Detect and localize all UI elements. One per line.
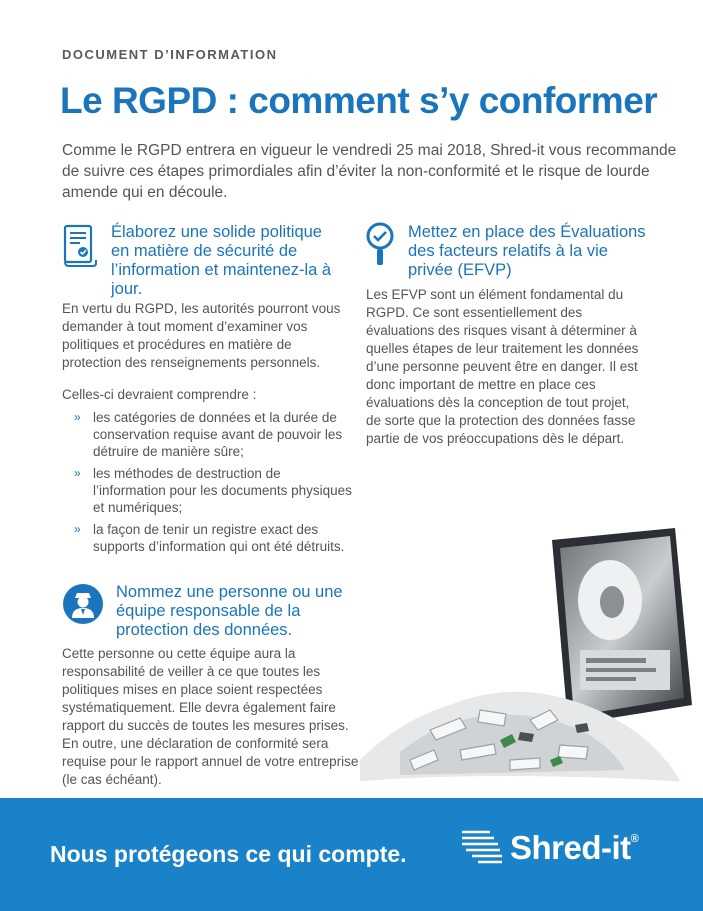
bullet-marker: » (74, 522, 81, 536)
policy-body (62, 300, 352, 372)
person-officer-icon (62, 583, 104, 625)
shred-it-logo-icon (460, 826, 504, 870)
bullet-marker: » (74, 410, 81, 424)
magnifier-check-icon (363, 220, 397, 268)
bullet-marker: » (74, 466, 81, 480)
team-paragraph: Cette personne ou cette équipe aura la responsabilité de veiller à ce que toutes les politiques mises en place soient respectées systématiquement. Elle devra également faire rapport du succès de toutes les mesures prises. En outre, une déclaration de conformité sera requise pour le rapport annuel de votre entreprise (le cas échéant). (62, 646, 359, 787)
footer-banner (0, 798, 703, 911)
page-title: Le RGPD : comment s’y conformer (60, 80, 658, 121)
team-heading: Nommez une personne ou une équipe responsable de la protection des données. (116, 583, 343, 639)
policy-heading: Élaborez une solide politique en matière de sécurité de l’information et maintenez-la à jour. (111, 223, 332, 298)
policy-paragraph: En vertu du RGPD, les autorités pourront vous demander à tout moment d’examiner vos politiques et procédures en matière de protection des renseignements personnels. (62, 301, 341, 370)
efvp-paragraph: Les EFVP sont un élément fondamental du RGPD. Ce sont essentiellement des évaluations des risques visant à déterminer à quelles étapes de leur traitement les données d’une personne peuvent être en danger. Il est donc important de mettre en place ces évaluations dès la conception de tout projet, de sorte que la protection des données fasse partie de vos préoccupations dès le départ. (366, 287, 639, 446)
list-item: » la façon de tenir un registre exact des supports d’information qui ont été détruits. (74, 522, 345, 554)
eyebrow-label: DOCUMENT D’INFORMATION (62, 47, 278, 62)
shred-it-logo-text: Shred-it® (510, 829, 639, 866)
policy-list-intro: Celles-ci devraient comprendre : (62, 387, 257, 402)
intro-paragraph: Comme le RGPD entrera en vigueur le vendredi 25 mai 2018, Shred-it vous recommande de suivre ces étapes primordiales afin d’éviter la non-conformité et le risque de lourde amende qui en découle. (62, 142, 677, 201)
shredded-hard-drive-image (340, 520, 703, 798)
shred-it-logo (460, 820, 680, 880)
policy-bullet-list (62, 409, 352, 560)
document-check-icon (62, 224, 98, 268)
list-item: » les méthodes de destruction de l’information pour les documents physiques et numériques; (74, 466, 352, 515)
list-item: » les catégories de données et la durée de conservation requise avant de pouvoir les détruire de manière sûre; (74, 410, 343, 459)
efvp-heading: Mettez en place des Évaluations des facteurs relatifs à la vie privée (EFVP) (408, 223, 646, 279)
footer-tagline: Nous protégeons ce qui compte. (50, 841, 407, 867)
